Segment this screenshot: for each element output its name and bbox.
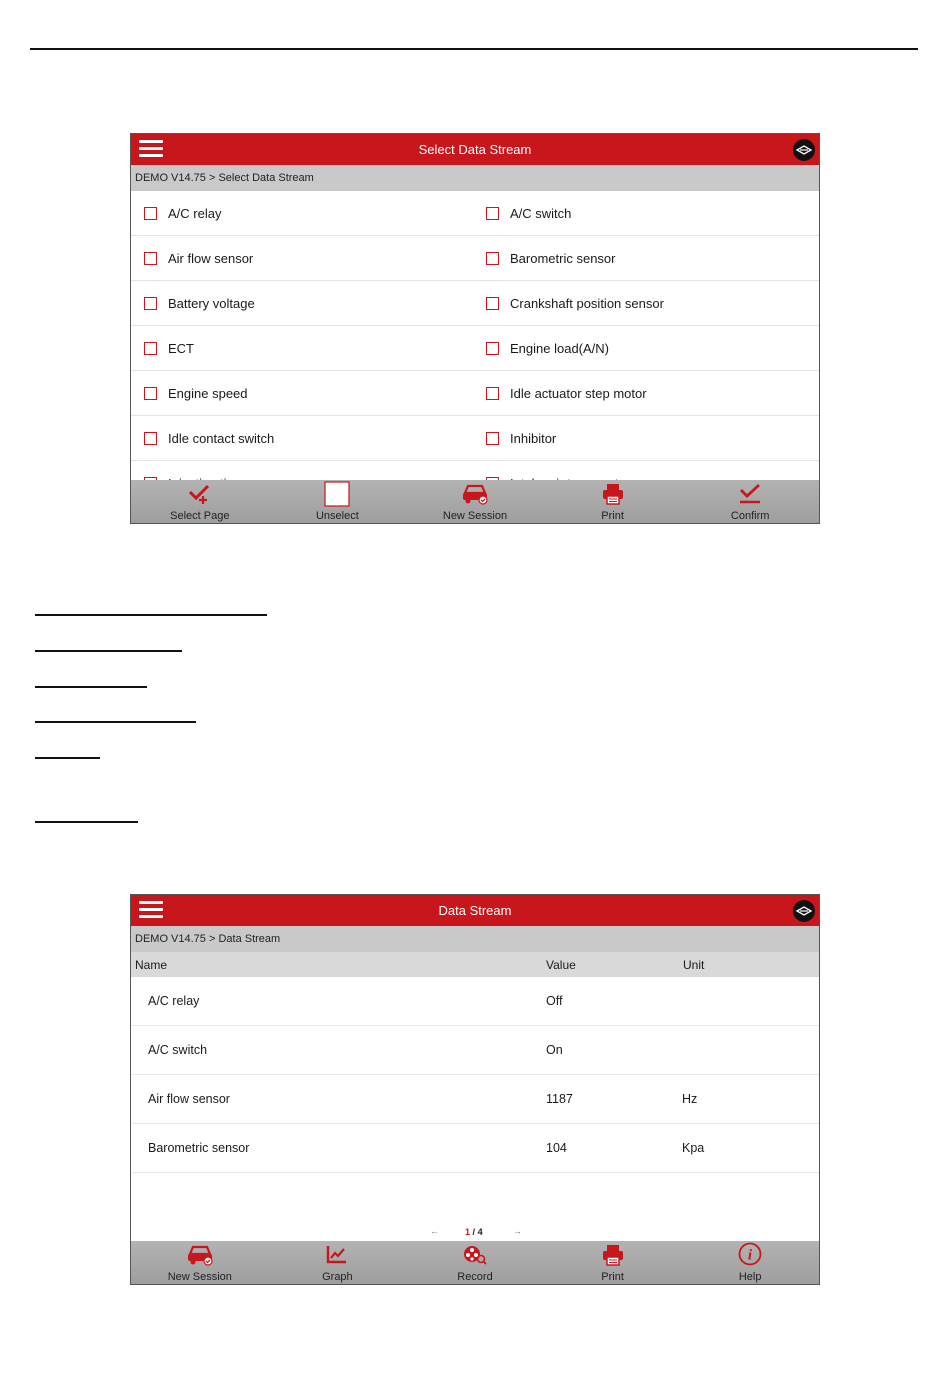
item-label: Air flow sensor bbox=[168, 250, 254, 266]
list-row bbox=[131, 326, 819, 371]
checkbox[interactable] bbox=[486, 387, 499, 400]
confirm-label: Confirm bbox=[730, 510, 770, 522]
record-icon bbox=[462, 1244, 488, 1266]
help-label: Help bbox=[738, 1271, 762, 1283]
checkbox[interactable] bbox=[486, 297, 499, 310]
screen-title: Data Stream bbox=[438, 903, 512, 918]
title-bar bbox=[131, 895, 819, 926]
item-label: Inhibitor bbox=[510, 430, 557, 446]
list-item[interactable] bbox=[475, 416, 819, 460]
item-label: Battery voltage bbox=[168, 295, 255, 311]
list-item[interactable] bbox=[475, 191, 819, 235]
bottom-toolbar bbox=[131, 1241, 819, 1284]
document-line bbox=[35, 721, 196, 723]
data-stream-screen bbox=[130, 894, 820, 1285]
checkbox[interactable] bbox=[486, 432, 499, 445]
list-item[interactable] bbox=[475, 281, 819, 325]
unselect-icon bbox=[324, 481, 350, 507]
item-label: ECT bbox=[168, 340, 194, 356]
document-line bbox=[35, 821, 138, 823]
column-header-name: Name bbox=[135, 958, 168, 972]
select-data-stream-screen bbox=[130, 133, 820, 524]
select-page-label: Select Page bbox=[170, 510, 230, 522]
checkmark-icon bbox=[737, 483, 763, 505]
checkbox[interactable] bbox=[486, 207, 499, 220]
graph-icon bbox=[325, 1244, 349, 1266]
checkbox[interactable] bbox=[144, 342, 157, 355]
row-name: Barometric sensor bbox=[148, 1141, 250, 1155]
page-indicator bbox=[465, 1227, 483, 1237]
item-label: Idle actuator step motor bbox=[510, 385, 647, 401]
list-row bbox=[131, 416, 819, 461]
checkbox[interactable] bbox=[486, 342, 499, 355]
current-page: 1 bbox=[465, 1227, 471, 1237]
checkbox[interactable] bbox=[486, 252, 499, 265]
item-label: Engine speed bbox=[168, 385, 248, 401]
checkbox[interactable] bbox=[144, 432, 157, 445]
brand-logo-icon[interactable] bbox=[793, 139, 815, 161]
document-line bbox=[35, 614, 267, 616]
document-line bbox=[35, 686, 147, 688]
table-row[interactable] bbox=[131, 1124, 819, 1173]
list-item[interactable] bbox=[131, 326, 475, 370]
new-session-button[interactable] bbox=[131, 1241, 269, 1284]
row-unit: Hz bbox=[682, 1092, 698, 1106]
row-value: 1187 bbox=[546, 1092, 573, 1106]
breadcrumb: DEMO V14.75 > Data Stream bbox=[131, 926, 819, 952]
column-header-value: Value bbox=[546, 958, 576, 972]
graph-label: Graph bbox=[322, 1271, 353, 1283]
svg-text:i: i bbox=[748, 1247, 753, 1264]
checkbox[interactable] bbox=[144, 297, 157, 310]
printer-icon bbox=[601, 483, 625, 505]
item-label: A/C switch bbox=[510, 205, 572, 221]
item-label: Idle contact switch bbox=[168, 430, 275, 446]
new-session-label: New Session bbox=[167, 1271, 232, 1283]
checkbox[interactable] bbox=[144, 252, 157, 265]
select-page-icon bbox=[187, 483, 213, 505]
row-name: Air flow sensor bbox=[148, 1092, 230, 1106]
next-page-icon[interactable]: → bbox=[513, 1226, 522, 1236]
unselect-label: Unselect bbox=[315, 510, 359, 522]
document-line bbox=[35, 757, 100, 759]
row-unit: Kpa bbox=[682, 1141, 705, 1155]
unselect-button[interactable] bbox=[269, 480, 407, 523]
record-label: Record bbox=[457, 1271, 493, 1283]
table-row[interactable] bbox=[131, 1075, 819, 1124]
record-button[interactable] bbox=[406, 1241, 544, 1284]
printer-icon bbox=[601, 1244, 625, 1266]
item-label: Engine load(A/N) bbox=[510, 340, 609, 356]
graph-button[interactable] bbox=[269, 1241, 407, 1284]
print-label: Print bbox=[601, 1271, 624, 1283]
title-bar bbox=[131, 134, 819, 165]
list-item[interactable] bbox=[475, 236, 819, 280]
column-header-unit: Unit bbox=[683, 958, 705, 972]
table-row[interactable] bbox=[131, 1026, 819, 1075]
list-row bbox=[131, 281, 819, 326]
row-name: A/C relay bbox=[148, 994, 200, 1008]
row-value: Off bbox=[546, 994, 563, 1008]
confirm-button[interactable] bbox=[681, 480, 819, 523]
list-item[interactable] bbox=[131, 281, 475, 325]
previous-page-icon[interactable]: ← bbox=[430, 1226, 439, 1236]
help-info-icon bbox=[738, 1242, 762, 1266]
checkbox[interactable] bbox=[144, 387, 157, 400]
row-name: A/C switch bbox=[148, 1043, 208, 1057]
print-button[interactable] bbox=[544, 1241, 682, 1284]
new-session-label: New Session bbox=[442, 510, 508, 522]
data-stream-list bbox=[131, 191, 819, 476]
breadcrumb: DEMO V14.75 > Select Data Stream bbox=[131, 165, 819, 191]
list-item[interactable] bbox=[475, 326, 819, 370]
brand-logo-icon[interactable] bbox=[793, 900, 815, 922]
checkbox[interactable] bbox=[144, 207, 157, 220]
list-row bbox=[131, 236, 819, 281]
list-item[interactable] bbox=[131, 236, 475, 280]
page-top-rule bbox=[30, 48, 918, 50]
item-label: Barometric sensor bbox=[510, 250, 616, 266]
print-label: Print bbox=[601, 510, 624, 522]
bottom-toolbar bbox=[131, 480, 819, 523]
car-icon bbox=[461, 483, 489, 505]
help-button[interactable] bbox=[681, 1241, 819, 1284]
item-label: Crankshaft position sensor bbox=[510, 295, 664, 311]
page-separator: / bbox=[472, 1227, 476, 1237]
list-item[interactable] bbox=[131, 416, 475, 460]
new-session-button[interactable] bbox=[406, 480, 544, 523]
screen-title: Select Data Stream bbox=[418, 142, 532, 157]
print-button[interactable] bbox=[544, 480, 682, 523]
table-row[interactable] bbox=[131, 977, 819, 1026]
row-value: On bbox=[546, 1043, 563, 1057]
car-icon bbox=[186, 1244, 214, 1266]
select-page-button[interactable] bbox=[131, 480, 269, 523]
list-item[interactable] bbox=[131, 371, 475, 415]
list-row bbox=[131, 191, 819, 236]
document-line bbox=[35, 650, 182, 652]
pagination bbox=[131, 1225, 819, 1241]
list-item[interactable] bbox=[131, 191, 475, 235]
item-label: A/C relay bbox=[168, 205, 222, 221]
row-value: 104 bbox=[546, 1141, 567, 1155]
total-pages: 4 bbox=[477, 1227, 483, 1237]
table-header bbox=[131, 952, 819, 977]
list-row bbox=[131, 371, 819, 416]
list-item[interactable] bbox=[475, 371, 819, 415]
